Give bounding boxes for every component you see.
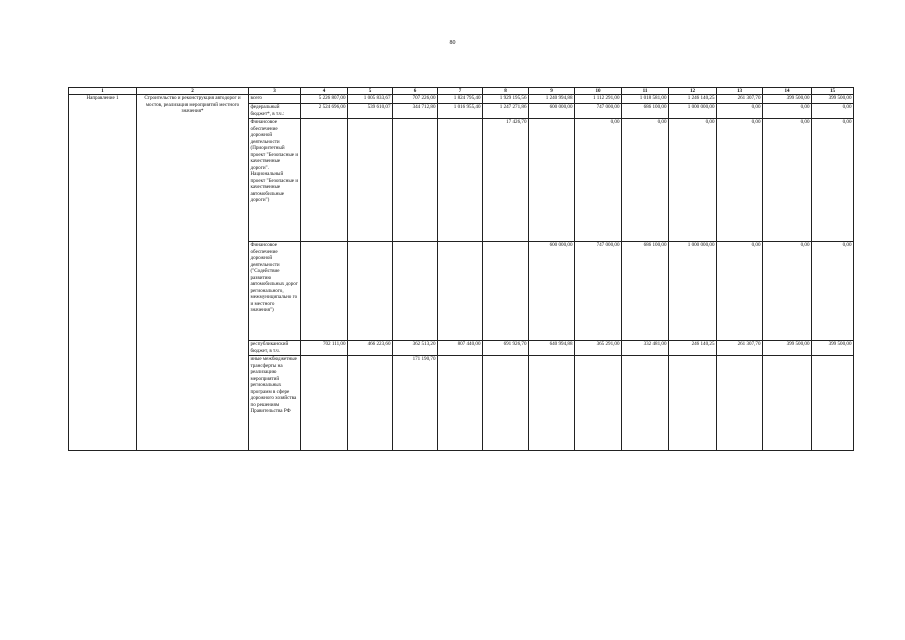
column-header: 13 [717,88,763,95]
value-cell: 17 426,70 [483,119,529,242]
value-cell: 0,00 [763,119,812,242]
value-cell: 365 291,00 [575,341,622,356]
value-cell: 600 000,00 [529,242,575,341]
header-row [69,88,854,95]
direction-cell: Направление 1 [69,95,137,451]
budget-table [68,87,854,451]
value-cell: 1 247 271,86 [483,104,529,119]
value-cell: 1 000 000,00 [669,242,717,341]
value-cell: 702 111,00 [301,341,348,356]
value-cell: 344 712,80 [393,104,438,119]
value-cell [763,356,812,451]
value-cell: 0,00 [763,242,812,341]
column-header: 7 [438,88,483,95]
value-cell: 1 016 955,40 [438,104,483,119]
column-header: 11 [622,88,669,95]
value-cell: 747 000,00 [575,242,622,341]
value-cell [301,242,348,341]
row-label: федеральный бюджет*, в т.ч.: [249,104,301,119]
description-cell: Строительство и реконструкция автодорог и мостов, реализация мероприятий местного значения* [137,95,249,451]
value-cell: 1 240 994,88 [529,95,575,104]
row-label: всего [249,95,301,104]
value-cell [812,356,854,451]
value-cell [438,119,483,242]
column-header: 4 [301,88,348,95]
column-header: 10 [575,88,622,95]
value-cell: 0,00 [812,242,854,341]
column-header: 6 [393,88,438,95]
value-cell: 2 524 696,00 [301,104,348,119]
value-cell: 1 824 795,40 [438,95,483,104]
value-cell: 600 000,00 [529,104,575,119]
value-cell: 686 100,00 [622,242,669,341]
row-label: Финансовое обеспечение дорожной деятельности ("Содействие развитию автомобильных дорог регионального, межмуниципально го и местного значения") [249,242,301,341]
value-cell: 0,00 [717,104,763,119]
value-cell [622,356,669,451]
value-cell [393,119,438,242]
value-cell [393,242,438,341]
value-cell: 807 440,00 [438,341,483,356]
value-cell: 362 513,20 [393,341,438,356]
value-cell [348,119,393,242]
value-cell: 707 226,00 [393,95,438,104]
value-cell [301,356,348,451]
value-cell [529,119,575,242]
value-cell [438,242,483,341]
value-cell [348,242,393,341]
column-header: 14 [763,88,812,95]
table-row [69,95,854,104]
value-cell: 640 994,88 [529,341,575,356]
value-cell: 171 190,70 [393,356,438,451]
value-cell: 1 929 195,56 [483,95,529,104]
value-cell: 0,00 [575,119,622,242]
value-cell: 0,00 [717,119,763,242]
value-cell: 399 500,00 [763,341,812,356]
value-cell: 261 307,70 [717,341,763,356]
value-cell [529,356,575,451]
value-cell [669,356,717,451]
column-header: 12 [669,88,717,95]
value-cell: 1 112 291,00 [575,95,622,104]
value-cell [348,356,393,451]
value-cell: 1 018 581,00 [622,95,669,104]
value-cell: 691 926,70 [483,341,529,356]
column-header: 9 [529,88,575,95]
value-cell: 1 000 000,00 [669,104,717,119]
value-cell: 332 481,00 [622,341,669,356]
value-cell [483,356,529,451]
value-cell: 399 500,00 [812,341,854,356]
value-cell [575,356,622,451]
column-header: 8 [483,88,529,95]
value-cell: 466 223,60 [348,341,393,356]
value-cell: 246 140,25 [669,341,717,356]
row-label: иные межбюджетные трансферты на реализацию мероприятий региональных программ в сфере дорожного хозяйства по решениям Правительства РФ [249,356,301,451]
value-cell: 399 500,00 [812,95,854,104]
column-header: 2 [137,88,249,95]
value-cell [717,356,763,451]
value-cell: 747 000,00 [575,104,622,119]
value-cell: 399 500,00 [763,95,812,104]
value-cell: 0,00 [763,104,812,119]
column-header: 5 [348,88,393,95]
value-cell: 0,00 [669,119,717,242]
value-cell: 0,00 [812,119,854,242]
page-number: 80 [449,40,456,46]
column-header: 3 [249,88,301,95]
value-cell: 1 246 140,25 [669,95,717,104]
value-cell: 539 610,07 [348,104,393,119]
value-cell: 0,00 [717,242,763,341]
row-label: республиканский бюджет, в т.ч. [249,341,301,356]
value-cell [438,356,483,451]
value-cell: 5 226 807,00 [301,95,348,104]
value-cell: 1 005 833,67 [348,95,393,104]
row-label: Финансовое обеспечение дорожной деятельности (Приоритетный проект "Безопасные и качественные дороги". Национальный проект "Безопасные и качественные автомобильные дороги") [249,119,301,242]
column-header: 1 [69,88,137,95]
value-cell: 261 307,70 [717,95,763,104]
column-header: 15 [812,88,854,95]
value-cell: 0,00 [622,119,669,242]
value-cell: 0,00 [812,104,854,119]
value-cell: 686 100,00 [622,104,669,119]
value-cell [483,242,529,341]
value-cell [301,119,348,242]
